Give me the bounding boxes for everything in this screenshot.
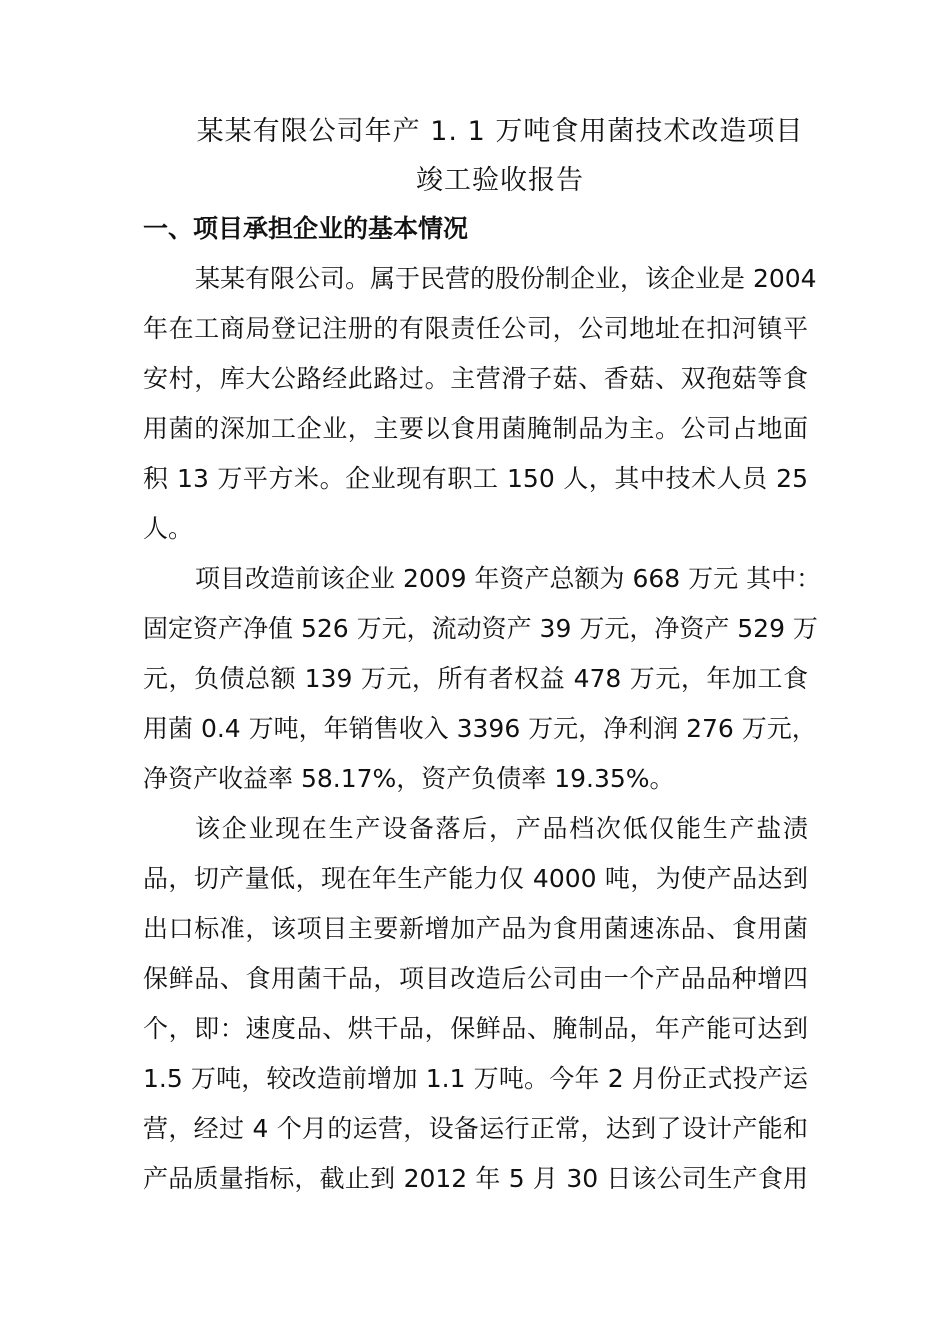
body-line: 安村，库大公路经此路过。主营滑子菇、香菇、双孢菇等食 [143,364,808,393]
body-line: 1.5 万吨，较改造前增加 1.1 万吨。今年 2 月份正式投产运 [143,1064,808,1093]
document-title-line-2: 竣工验收报告 [416,165,584,196]
body-line: 项目改造前该企业 2009 年资产总额为 668 万元 其中： [195,564,822,593]
body-line: 产品质量指标，截止到 2012 年 5 月 30 日该公司生产食用 [143,1164,808,1193]
body-line: 用菌 0.4 万吨，年销售收入 3396 万元，净利润 276 万元， [143,714,817,743]
body-line: 人。 [143,514,194,543]
body-line: 出口标准，该项目主要新增加产品为食用菌速冻品、食用菌 [143,914,808,943]
document-title-line-1: 某某有限公司年产 1. 1 万吨食用菌技术改造项目 [196,116,804,147]
body-line: 保鲜品、食用菌干品，项目改造后公司由一个产品品种增四 [143,964,808,993]
body-line: 个，即：速度品、烘干品，保鲜品、腌制品，年产能可达到 [143,1014,808,1043]
body-line: 用菌的深加工企业，主要以食用菌腌制品为主。公司占地面 [143,414,808,443]
body-line: 营，经过 4 个月的运营，设备运行正常，达到了设计产能和 [143,1114,808,1143]
body-line: 某某有限公司。属于民营的股份制企业，该企业是 2004 [195,264,817,293]
body-line: 该企业现在生产设备落后，产品档次低仅能生产盐渍 [195,814,808,843]
body-line: 年在工商局登记注册的有限责任公司，公司地址在扣河镇平 [143,314,808,343]
body-line: 积 13 万平方米。企业现有职工 150 人，其中技术人员 25 [143,464,808,493]
body-line: 品，切产量低，现在年生产能力仅 4000 吨，为使产品达到 [143,864,808,893]
section-heading: 一、项目承担企业的基本情况 [143,214,469,243]
body-line: 固定资产净值 526 万元，流动资产 39 万元，净资产 529 万 [143,614,818,643]
body-line: 元，负债总额 139 万元，所有者权益 478 万元，年加工食 [143,664,808,693]
body-line: 净资产收益率 58.17%，资产负债率 19.35%。 [143,764,675,793]
